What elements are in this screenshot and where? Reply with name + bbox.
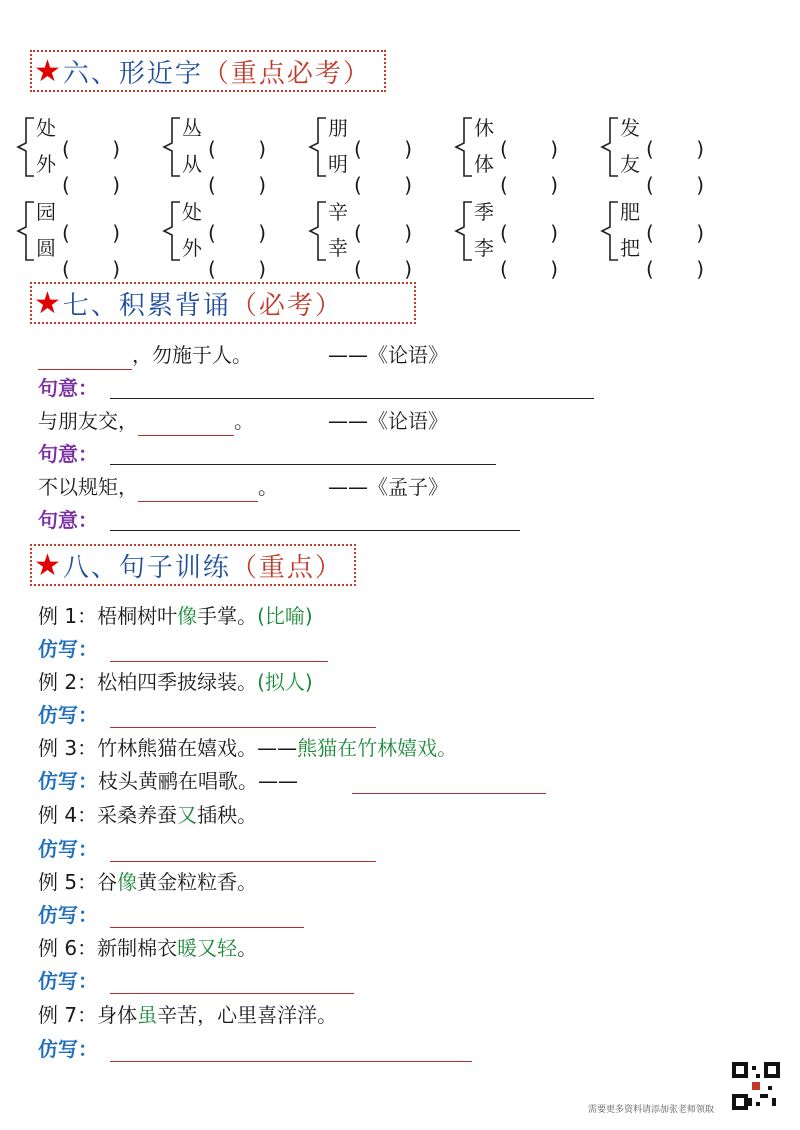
char-word: 休 (474, 116, 494, 140)
section-6-title (30, 50, 386, 92)
section-7-main: 七、积累背诵 (62, 290, 231, 321)
recitation-line-3: 不以规矩， 。 (38, 472, 278, 502)
section-7-paren: （必考） (230, 290, 343, 321)
meaning-label: 句意： (38, 508, 98, 532)
recitation-source-3: ——《孟子》 (328, 475, 448, 499)
brace-icon (452, 112, 474, 182)
recitation-line-1: ，勿施于人。 (38, 340, 252, 370)
char-pair-group (14, 196, 154, 266)
imitation-label: 仿写： (38, 837, 98, 861)
char-word: 园 (36, 200, 56, 224)
brace-icon (14, 196, 36, 266)
char-pair-group (452, 112, 592, 182)
char-word: 明 (328, 152, 348, 176)
imitation-blank[interactable] (110, 926, 304, 928)
section-8-title (30, 544, 356, 586)
answer-blank[interactable] (138, 411, 234, 436)
example-2: 例 2：松柏四季披绿装。(拟人) (38, 670, 313, 694)
imitation-blank[interactable] (110, 726, 376, 728)
meaning-label: 句意： (38, 442, 98, 466)
section-8-paren: （重点） (230, 552, 343, 583)
example-6: 例 6：新制棉衣暖又轻。 (38, 936, 258, 960)
section-8-main: 八、句子训练 (62, 552, 231, 583)
meaning-blank[interactable] (110, 529, 520, 531)
imitation-label: 仿写： (38, 1037, 98, 1061)
imitation-blank[interactable] (110, 1060, 472, 1062)
char-word: 辛 (328, 200, 348, 224)
section-6-main: 六、形近字 (62, 58, 203, 89)
char-pair-group (306, 112, 446, 182)
char-word: 圆 (36, 236, 56, 260)
star-icon: ★ (34, 53, 61, 89)
imitation-label: 仿写： (38, 969, 98, 993)
char-word: 处 (182, 200, 202, 224)
char-word: 友 (620, 152, 640, 176)
char-pair-group (306, 196, 446, 266)
brace-icon (598, 196, 620, 266)
imitation-blank[interactable] (110, 992, 354, 994)
brace-icon (452, 196, 474, 266)
char-word: 季 (474, 200, 494, 224)
imitation-label: 仿写： (38, 903, 98, 927)
recitation-source-2: ——《论语》 (328, 409, 448, 433)
char-pair-group (160, 112, 300, 182)
brace-icon (598, 112, 620, 182)
imitation-label: 仿写： (38, 637, 98, 661)
char-pair-group (160, 196, 300, 266)
example-1: 例 1：梧桐树叶像手掌。(比喻) (38, 604, 313, 628)
example-3: 例 3：竹林熊猫在嬉戏。——熊猫在竹林嬉戏。 (38, 736, 458, 760)
char-word: 体 (474, 152, 494, 176)
char-pair-group (452, 196, 592, 266)
section-7-title (30, 282, 416, 324)
meaning-blank[interactable] (110, 397, 594, 399)
imitation-blank[interactable] (352, 792, 546, 794)
example-7: 例 7：身体虽辛苦，心里喜洋洋。 (38, 1003, 338, 1027)
example-4: 例 4：采桑养蚕又插秧。 (38, 803, 258, 827)
char-word: 把 (620, 236, 640, 260)
char-word: 李 (474, 236, 494, 260)
answer-blank[interactable] (38, 345, 132, 370)
char-word: 肥 (620, 200, 640, 224)
imitation-label: 仿写： (38, 703, 98, 727)
char-pair-group (598, 196, 738, 266)
star-icon: ★ (34, 285, 61, 321)
char-word: 发 (620, 116, 640, 140)
brace-icon (160, 112, 182, 182)
brace-icon (14, 112, 36, 182)
char-word: 幸 (328, 236, 348, 260)
imitation-blank[interactable] (110, 860, 376, 862)
char-pair-group (14, 112, 154, 182)
char-word: 处 (36, 116, 56, 140)
brace-icon (160, 196, 182, 266)
example-5: 例 5：谷像黄金粒粒香。 (38, 870, 258, 894)
recitation-source-1: ——《论语》 (328, 343, 448, 367)
meaning-blank[interactable] (110, 463, 496, 465)
char-word: 丛 (182, 116, 202, 140)
section-6-paren: （重点必考） (202, 58, 371, 89)
star-icon: ★ (34, 547, 61, 583)
char-pair-group (598, 112, 738, 182)
char-word: 从 (182, 152, 202, 176)
char-word: 外 (182, 236, 202, 260)
footer-note: 需要更多资料请添加张老师领取 (588, 1105, 715, 1115)
qr-code-icon (732, 1062, 780, 1110)
char-word: 外 (36, 152, 56, 176)
brace-icon (306, 196, 328, 266)
answer-blank[interactable] (138, 477, 258, 502)
char-word: 朋 (328, 116, 348, 140)
brace-icon (306, 112, 328, 182)
meaning-label: 句意： (38, 376, 98, 400)
recitation-line-2: 与朋友交， 。 (38, 406, 254, 436)
imitation-3: 仿写：枝头黄鹂在唱歌。—— (38, 769, 298, 793)
imitation-blank[interactable] (110, 660, 328, 662)
